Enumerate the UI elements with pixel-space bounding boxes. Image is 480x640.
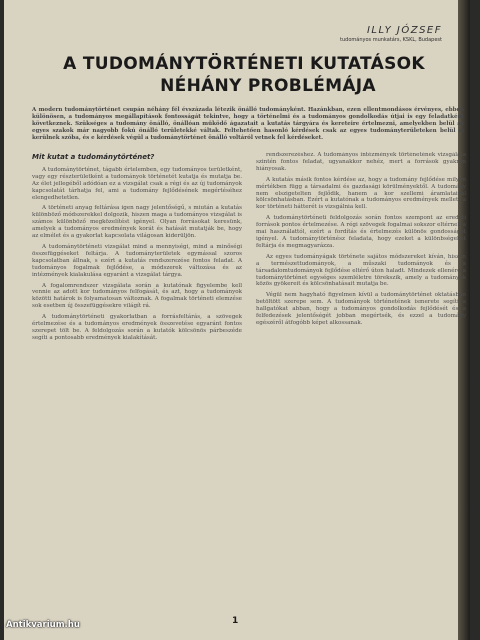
body-paragraph: A tudománytörténeti gyakorlatban a forrásfeltárás, a szövegek értelmezése és a tudományos eredmények összevetése egyaránt fontos szerepet tölt be. A feldolgozás során a kutatók kölcsönös párbeszéde segíti a pontosabb eredmények kialakítását. — [32, 314, 242, 341]
page-number: 1 — [232, 616, 239, 626]
body-paragraph: rendszerezéshez. A tudományos intézmények történetének vizsgálata szintén fontos feladat, ugyanakkor nehéz, mert a források gyakran hiányosak. — [256, 152, 466, 172]
watermark-text: Antikvarium.hu — [6, 620, 80, 630]
body-paragraph: A kutatás másik fontos kérdése az, hogy a tudomány fejlődése milyen mértékben függ a társadalmi és gazdasági körülményektől. A tudomány nem elszigetelten fejlődik, hanem a kor szellemi áramlataival kölcsönhatásban. Ezért a kutatónak a tudományos eredmények mellett a kor történeti hátterét is vizsgálnia kell. — [256, 176, 466, 211]
author-block — [340, 25, 442, 43]
article-title-line-1: A TUDOMÁNYTÖRTÉNETI KUTATÁSOK — [63, 54, 425, 74]
body-paragraph: A tudománytörténeti feldolgozás során fontos szempont az eredeti források pontos értelmezése. A régi szövegek fogalmai sokszor eltérnek a mai használattól, ezért a fordítás és értelmezés különös gondosságot igényel. A tudománytörténész feladata, hogy ezeket a különbségeket feltárja és megmagyarázza. — [256, 215, 466, 249]
lead-paragraph: A modern tudománytörténet csupán néhány fél évszázada létezik önálló tudományként. Hazánkban, ezen ellentmondásos érvényes, ebben különösen, a tudományos megállapítások fontosságát tekintve, hogy a történelmi és a tudományos gondolkodás útjai is egy feladatként következnek. Szükséges a tudomány önálló, önállóan működő ágazatait a kutatás tárgyára és kereteire értelmezni, amelyekben belül az egyes szakok már nagyobb fokú önálló területekké váltak. Feltehetően hasonló kérdések csak az egyes tudományterületeken belül is kerülnek szóba, és e kérdések végül a tudománytörténet önálló voltáról vetnek fel kérdéseket. — [32, 107, 464, 141]
right-column — [256, 152, 466, 614]
body-paragraph: A tudománytörténeti vizsgálat mind a mennyiségi, mind a minőségi összefüggéseket feltárja. A tudományterületek egymással szoros kapcsolatban állnak, s ezért a kutatás rendszerezése fontos feladat. A tudományos fogalmak fejlődése, a módszerek változása és az intézmények kialakulása egyaránt a vizsgálat tárgya. — [32, 243, 242, 278]
article-title-line-2: NÉHÁNY PROBLÉMÁJA — [160, 76, 376, 96]
body-paragraph: Az egyes tudományágak története sajátos módszereket kíván, hiszen a természettudományok, a műszaki tudományok és a társadalomtudományok fejlődése eltérő úton haladt. Mindezek ellenére a tudománytörténet egységes szemléletre törekszik, amely a tudományok közös gyökereit és kölcsönhatásait mutatja be. — [256, 253, 466, 288]
left-column — [32, 152, 242, 614]
body-paragraph: A tudománytörténet, tágabb értelemben, egy tudományos területként, vagy egy részterületként a tudományok történetét kutatja és mutatja be. Az élet jellegéből adódóan ez a vizsgálat csak a régi és az új tudományok kapcsolatát tárhatja fel, ami a tudomány fejlődésének megértéséhez elengedhetetlen. — [32, 166, 242, 201]
body-paragraph: A történeti anyag feltárása igen nagy jelentőségű, s miután a kutatás különböző módszerekkel dolgozik, hiszen maga a tudományos vizsgálat is számos különböző megközelítést igényel. Olyan forrásokat keresünk, amelyek a tudományos eredmények korát és hatását mutatják be, hogy az elmélet és a gyakorlat kapcsolata világosan kiderüljön. — [32, 205, 242, 240]
section-heading: Mit kutat a tudománytörténet? — [32, 153, 155, 161]
document-page — [4, 0, 470, 640]
author-affiliation: tudományos munkatárs, KSKL, Budapest — [340, 37, 442, 43]
body-paragraph: A fogalomrendszer vizsgálata során a kutatónak figyelembe kell vennie az adott kor tudományos felfogását, és azt, hogy a tudományok közötti határok is folyamatosan változnak. A fogalmak történeti elemzése sok esetben új összefüggésekre világít rá. — [32, 282, 242, 310]
body-paragraph: Végül nem hagyható figyelmen kívül a tudománytörténet oktatásban betöltött szerepe sem. A tudományok történetének ismerete segíti a hallgatókat abban, hogy a tudományos gondolkodás fejlődését és a felfedezések jelentőségét jobban megértsék, és ezzel a tudomány egészéről átfogóbb képet alkossanak. — [256, 292, 466, 326]
author-name: ILLY JÓZSEF — [366, 25, 442, 36]
